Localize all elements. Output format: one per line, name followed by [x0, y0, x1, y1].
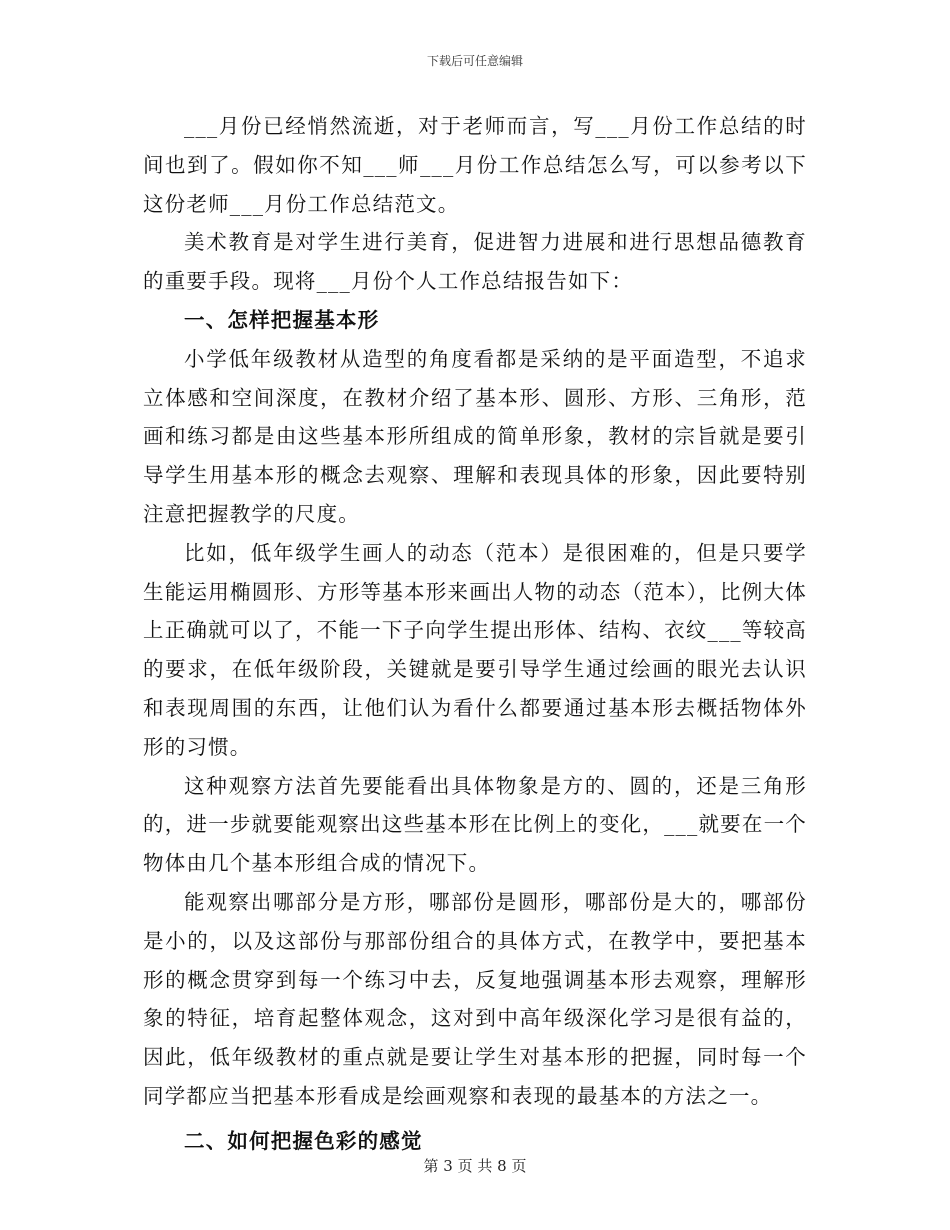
- section-heading-color: 二、如何把握色彩的感觉: [184, 1128, 423, 1153]
- paragraph-observation-detail: 能观察出哪部分是方形，哪部份是圆形，哪部份是大的，哪部份是小的，以及这部份与那部份组合的具体方式，在教学中，要把基本形的概念贯穿到每一个练习中去，反复地强调基本形去观察，理解形象的特征，培育起整体观念，这对到中高年级深化学习是很有益的，因此，低年级教材的重点就是要让学生对基本形的把握，同时每一个同学都应当把基本形看成是绘画观察和表现的最基本的方法之一。: [143, 889, 807, 1108]
- paragraph-observation-method: 这种观察方法首先要能看出具体物象是方的、圆的，还是三角形的，进一步就要能观察出这些基本形在比例上的变化，___就要在一个物体由几个基本形组合成的情况下。: [143, 773, 807, 876]
- document-body: [143, 107, 807, 1161]
- section-heading-basic-shapes: 一、怎样把握基本形: [184, 307, 380, 332]
- paragraph-basic-shapes: 小学低年级教材从造型的角度看都是采纳的是平面造型，不追求立体感和空间深度，在教材介绍了基本形、圆形、方形、三角形，范画和练习都是由这些基本形所组成的简单形象，教材的宗旨就是要引导学生用基本形的概念去观察、理解和表现具体的形象，因此要特别注意把握教学的尺度。: [143, 346, 807, 526]
- paragraph-purpose: 美术教育是对学生进行美育，促进智力进展和进行思想品德教育的重要手段。现将___月份个人工作总结报告如下：: [143, 230, 807, 294]
- page-header: 下载后可任意编辑: [426, 54, 523, 68]
- page-footer: 第 3 页 共 8 页: [423, 1157, 527, 1175]
- paragraph-example: 比如，低年级学生画人的动态（范本）是很困难的，但是只要学生能运用椭圆形、方形等基本形来画出人物的动态（范本），比例大体上正确就可以了，不能一下子向学生提出形体、结构、衣纹___等较高的要求，在低年级阶段，关键就是要引导学生通过绘画的眼光去认识和表现周围的东西，让他们认为看什么都要通过基本形去概括物体外形的习惯。: [143, 540, 807, 759]
- paragraph-intro: ___月份已经悄然流逝，对于老师而言，写___月份工作总结的时间也到了。假如你不知___师___月份工作总结怎么写，可以参考以下这份老师___月份工作总结范文。: [143, 114, 807, 216]
